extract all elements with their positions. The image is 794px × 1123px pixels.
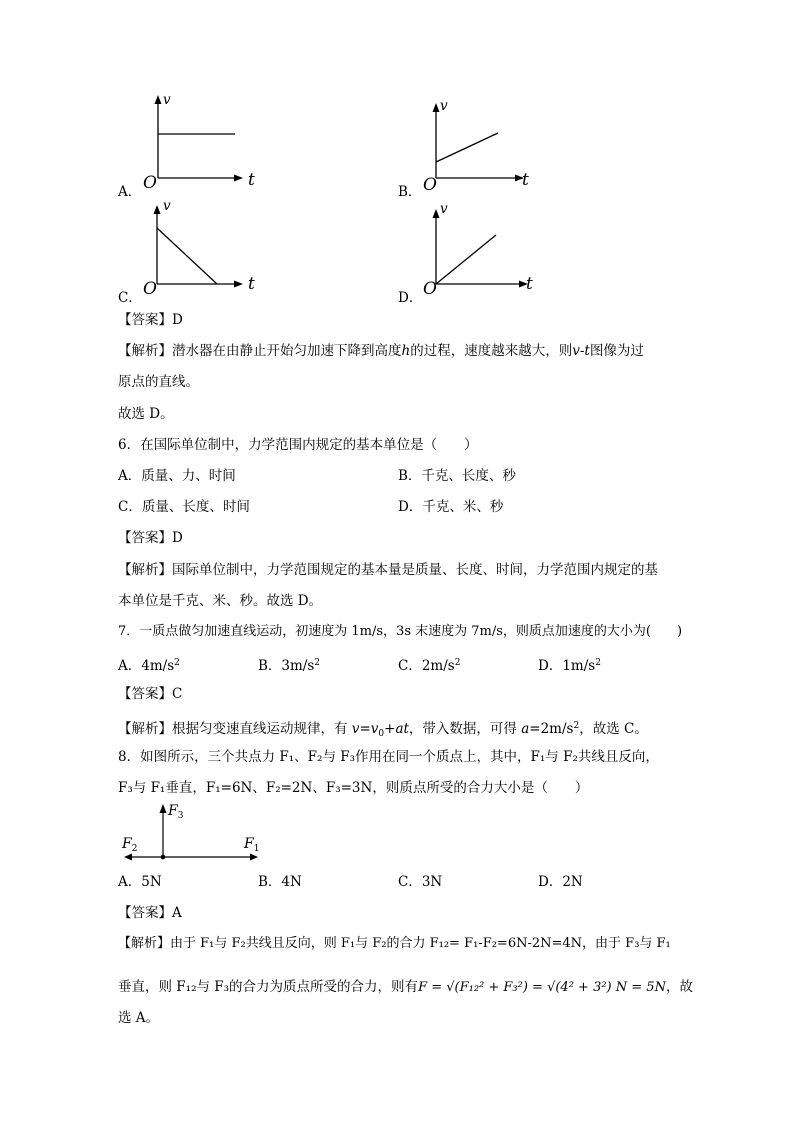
q7-analysis	[118, 716, 648, 744]
q6-analysis-line-2: 本单位是千克、米、秒。故选 D。	[118, 593, 323, 609]
q7-option-b-value: 3m/s	[281, 658, 315, 674]
graph-d-v-arrow	[433, 209, 440, 218]
graph-d-origin-label: O	[423, 279, 437, 299]
q5-conclusion: 故选 D。	[118, 406, 174, 422]
q8-answer-value: A	[172, 905, 182, 921]
q5-analysis-line-2: 原点的直线。	[118, 374, 199, 390]
q8-answer	[118, 903, 182, 923]
q8-analysis-text-2a: 垂直，则 F₁₂与 F₃的合力为质点所受的合力，则有	[118, 979, 419, 995]
q7-option-c-value: 2m/s	[421, 658, 455, 674]
q7-option-c-exp: 2	[454, 658, 461, 668]
graph-c-t-label: t	[248, 274, 255, 294]
q7-answer-value: C	[172, 686, 183, 702]
q6-option-a: A．质量、力、时间	[118, 468, 236, 484]
q5-analysis-dash: -	[579, 343, 585, 359]
f1-label: $F_1$	[244, 836, 260, 854]
graph-a-t-arrow	[234, 175, 243, 182]
q5-analysis-t: t	[584, 343, 590, 359]
q7-option-c-prefix: C．	[398, 658, 422, 674]
q6-stem: 6．在国际单位制中，力学范围内规定的基本单位是（ ）	[118, 437, 478, 453]
graph-c-origin-label: O	[143, 279, 157, 299]
q5-analysis-text-b: 的过程，速度越来越大，则	[410, 343, 573, 359]
graph-d	[394, 198, 534, 298]
q7-option-a	[118, 653, 180, 676]
f2-label: $F_2$	[122, 836, 138, 854]
q6-analysis-line-1	[118, 560, 658, 580]
f1-arrowhead	[250, 854, 258, 861]
q5-analysis-tag: 【解析】	[118, 343, 172, 359]
q7-option-d-exp: 2	[595, 658, 601, 668]
q5-analysis-text-c: 图像为过	[589, 343, 644, 359]
graph-a-v-arrow	[155, 95, 162, 104]
q7-formula-v: v	[351, 721, 360, 737]
q7-formula-at: at	[395, 721, 409, 737]
q7-option-a-prefix: A．	[118, 658, 142, 674]
q7-option-d-prefix: D．	[538, 658, 563, 674]
q8-analysis-line-1	[118, 934, 671, 954]
q8-option-c: C．3N	[398, 874, 443, 890]
q5-analysis-h: h	[401, 343, 411, 359]
q8-option-d: D．2N	[538, 874, 583, 890]
q6-option-d: D．千克、米、秒	[398, 499, 504, 515]
q6-analysis-text-1: 国际单位制中，力学范围规定的基本量是质量、长度、时间，力学范围内规定的基	[172, 562, 658, 578]
q5-analysis-line-1	[118, 341, 644, 361]
q8-analysis-line-2	[118, 977, 693, 998]
q7-analysis-text-d: ，故选 C。	[579, 721, 648, 737]
q7-option-b-exp: 2	[314, 658, 321, 668]
q8-option-a: A．5N	[118, 874, 162, 890]
q8-analysis-text-2b: ，故	[665, 979, 693, 995]
graph-a-origin-label: O	[143, 173, 157, 193]
q8-stem-line-2: F₃与 F₁垂直，F₁=6N、F₂=2N、F₃=3N，则质点所受的合力大小是（ ）	[118, 780, 589, 796]
q7-analysis-text-a: 根据匀变速直线运动规律，有	[172, 721, 352, 737]
q8-analysis-line-3: 选 A。	[118, 1010, 160, 1026]
q8-formula: F = √(F₁₂² + F₃²) = √(4² + 3²) N = 5N	[418, 980, 666, 995]
q5-answer-tag: 【答案】	[118, 312, 172, 328]
graph-b-v-arrow	[433, 103, 440, 112]
q7-answer	[118, 684, 182, 704]
q7-option-a-exp: 2	[174, 658, 180, 668]
graph-b-t-label: t	[522, 170, 529, 190]
graph-d-v-label: v	[440, 201, 448, 217]
graph-d-t-label: t	[526, 274, 533, 294]
graph-c-curve	[157, 228, 217, 284]
graph-c	[115, 198, 255, 298]
graph-b-curve	[436, 133, 498, 162]
q5-analysis-v: v	[572, 343, 580, 359]
q7-analysis-a-var: a	[521, 721, 530, 737]
q6-option-b: B．千克、长度、秒	[398, 468, 516, 484]
graph-a-option-label: A．	[118, 184, 142, 200]
q5-analysis-text-a: 潜水器在由静止开始匀加速下降到高度	[172, 343, 402, 359]
q8-force-diagram	[120, 800, 280, 866]
q6-answer-tag: 【答案】	[118, 530, 172, 546]
graph-c-v-arrow	[154, 205, 161, 214]
q6-answer	[118, 528, 183, 548]
graph-c-t-arrow	[234, 281, 243, 288]
q7-option-b-prefix: B．	[258, 658, 282, 674]
graph-a-t-label: t	[248, 170, 255, 190]
q8-option-b: B．4N	[258, 874, 302, 890]
f3-arrowhead	[160, 804, 167, 813]
q7-formula-sub0: 0	[378, 729, 385, 739]
q7-answer-tag: 【答案】	[118, 686, 172, 702]
q8-analysis-tag: 【解析】	[118, 936, 171, 951]
q7-formula-eq: =	[359, 721, 371, 737]
q7-option-b	[258, 653, 320, 676]
q8-answer-tag: 【答案】	[118, 905, 172, 921]
graph-b-option-label: B．	[398, 184, 422, 200]
q7-option-a-value: 4m/s	[141, 658, 175, 674]
graph-c-option-label: C．	[118, 290, 142, 306]
graph-a-v-label: v	[163, 92, 171, 108]
q8-analysis-text-1: 由于 F₁与 F₂共线且反向，则 F₁与 F₂的合力 F₁₂= F₁-F₂=6N-2N=4N，由于 F₃与 F₁	[170, 936, 671, 951]
graph-b-v-label: v	[440, 98, 448, 114]
q8-stem-line-1: 8．如图所示，三个共点力 F₁、F₂与 F₃作用在同一个质点上，其中，F₁与 F₂共线且反向，	[118, 749, 659, 765]
q6-analysis-tag: 【解析】	[118, 562, 172, 578]
q7-option-c	[398, 653, 460, 676]
f2-arrowhead	[124, 854, 132, 861]
graph-d-option-label: D．	[398, 290, 423, 306]
q7-stem: 7．一质点做匀加速直线运动，初速度为 1m/s，3s 末速度为 7m/s，则质点加速度的大小为( )	[118, 624, 683, 639]
graph-b-origin-label: O	[423, 175, 437, 195]
q7-analysis-tag: 【解析】	[118, 721, 172, 737]
q5-answer-value: D	[172, 312, 183, 328]
particle-point	[161, 855, 166, 860]
q7-analysis-text-b: ，带入数据，可得	[408, 721, 522, 737]
q6-answer-value: D	[172, 530, 183, 546]
q6-option-c: C．质量、长度、时间	[118, 499, 250, 515]
q7-option-d-value: 1m/s	[562, 658, 596, 674]
q7-analysis-exp: 2	[573, 721, 580, 731]
q5-answer	[118, 310, 183, 330]
graph-d-curve	[436, 235, 496, 284]
f3-label: $F_3$	[168, 803, 184, 821]
graph-c-v-label: v	[163, 198, 171, 214]
q7-formula-v0: v	[370, 721, 379, 737]
q7-analysis-text-c: =2m/s	[529, 721, 574, 737]
q7-option-d	[538, 653, 601, 676]
q7-formula-plus: +	[384, 721, 396, 737]
